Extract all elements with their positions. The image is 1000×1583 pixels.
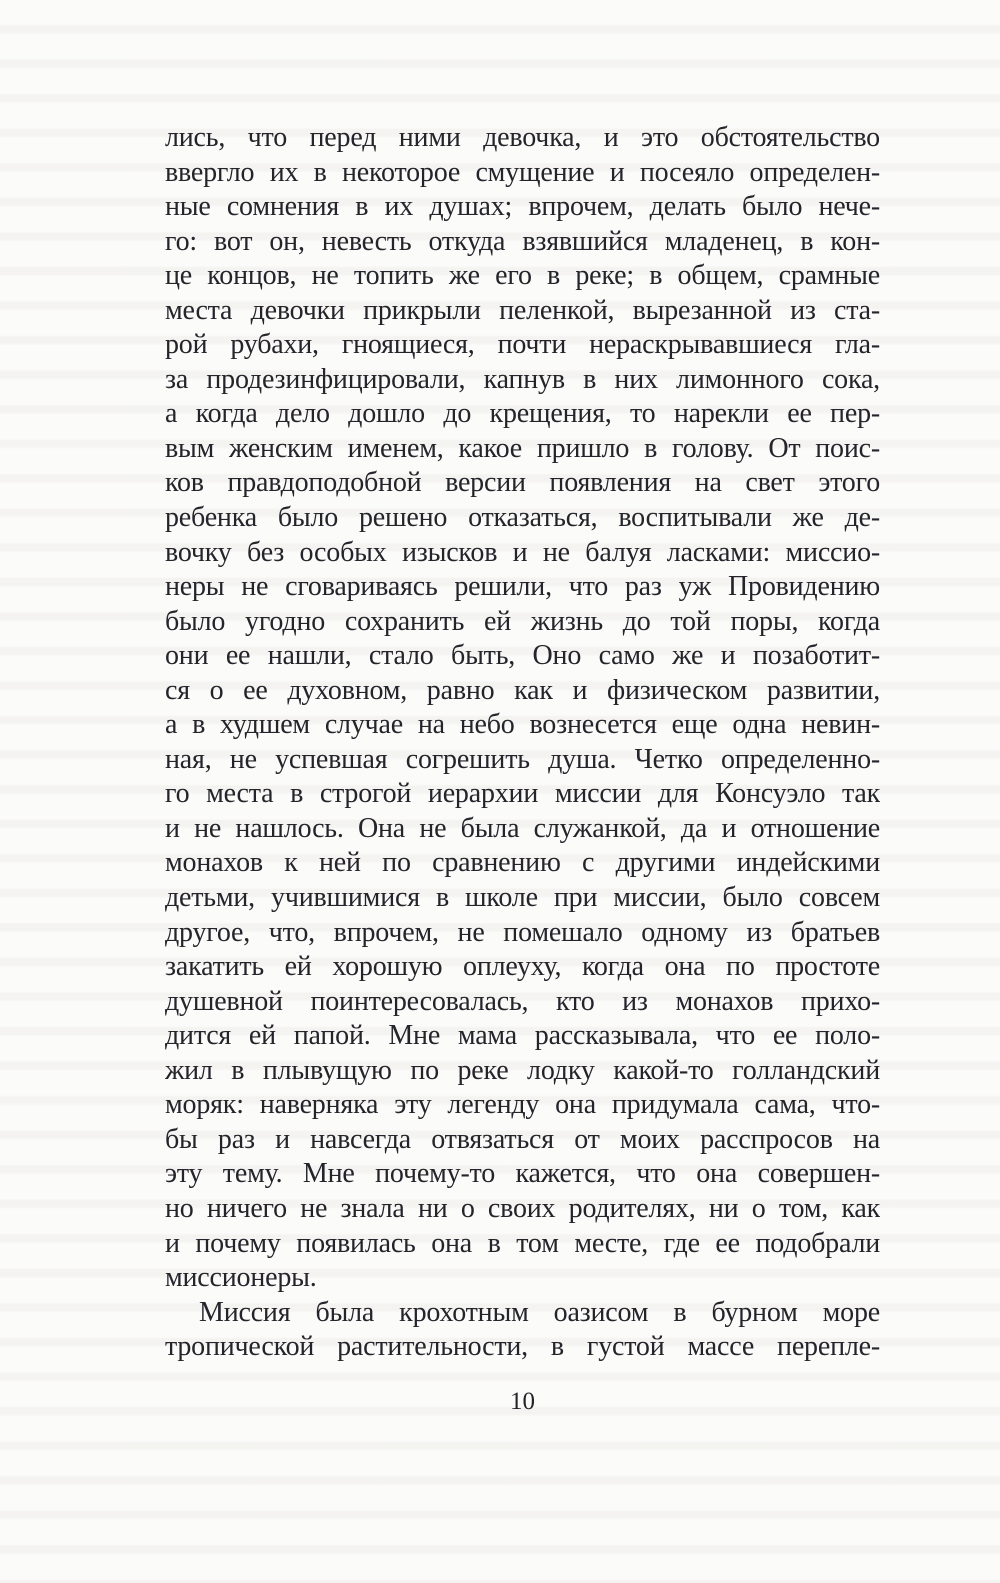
text-line: и не нашлось. Она не была служанкой, да и отношение bbox=[165, 812, 880, 844]
text-line: и почему появилась она в том месте, где ее подобрали bbox=[165, 1227, 880, 1259]
text-line: вым женским именем, какое пришло в голову. От поис- bbox=[165, 432, 880, 464]
text-line: це концов, не топить же его в реке; в общем, срамные bbox=[165, 260, 880, 292]
text-line: места девочки прикрыли пеленкой, вырезанной из ста- bbox=[165, 294, 880, 326]
text-line: монахов к ней по сравнению с другими индейскими bbox=[165, 847, 880, 879]
text-line: лись, что перед ними девочка, и это обстоятельство bbox=[165, 122, 880, 153]
text-line: детьми, учившимися в школе при миссии, было совсем bbox=[165, 882, 880, 914]
text-line: бы раз и навсегда отвязаться от моих расспросов на bbox=[165, 1123, 880, 1155]
text-line: закатить ей хорошую оплеуху, когда она по простоте bbox=[165, 951, 880, 983]
text-line: ная, не успевшая согрешить душа. Четко определенно- bbox=[165, 743, 880, 775]
text-line: дится ей папой. Мне мама рассказывала, что ее поло- bbox=[165, 1020, 880, 1052]
text-line: го места в строгой иерархии миссии для Консуэло так bbox=[165, 778, 880, 810]
text-line: а когда дело дошло до крещения, то нарекли ее пер- bbox=[165, 398, 880, 430]
text-line: ков правдоподобной версии появления на свет этого bbox=[165, 467, 880, 499]
text-line: миссионеры. bbox=[165, 1262, 317, 1294]
text-line: жил в плывущую по реке лодку какой-то голландский bbox=[165, 1054, 880, 1086]
text-line: душевной поинтересовалась, кто из монахов прихо- bbox=[165, 985, 880, 1017]
page-number: 10 bbox=[510, 1388, 535, 1415]
text-line: Миссия была крохотным оазисом в бурном море bbox=[199, 1296, 880, 1328]
text-line: другое, что, впрочем, не помешало одному из братьев bbox=[165, 916, 880, 948]
text-line: ся о ее духовном, равно как и физическом развитии, bbox=[165, 674, 880, 706]
text-line: ввергло их в некоторое смущение и посеяло определен- bbox=[165, 156, 880, 188]
page-text bbox=[165, 121, 880, 1365]
text-line: было угодно сохранить ей жизнь до той поры, когда bbox=[165, 605, 880, 637]
text-line: за продезинфицировали, капнув в них лимонного сока, bbox=[165, 363, 880, 395]
text-line: но ничего не знала ни о своих родителях, ни о том, как bbox=[165, 1192, 880, 1224]
text-line: эту тему. Мне почему-то кажется, что она совершен- bbox=[165, 1158, 880, 1190]
text-line: ные сомнения в их душах; впрочем, делать было нече- bbox=[165, 191, 880, 223]
text-line: а в худшем случае на небо вознесется еще одна невин- bbox=[165, 709, 880, 741]
text-line: ребенка было решено отказаться, воспитывали же де- bbox=[165, 502, 880, 534]
text-line: вочку без особых изысков и не балуя ласками: миссио- bbox=[165, 536, 880, 568]
text-line: тропической растительности, в густой массе перепле- bbox=[165, 1331, 880, 1363]
text-line: они ее нашли, стало быть, Оно само же и позаботит- bbox=[165, 640, 880, 672]
text-line: го: вот он, невесть откуда взявшийся младенец, в кон- bbox=[165, 225, 880, 257]
text-line: рой рубахи, гноящиеся, почти нераскрывавшиеся гла- bbox=[165, 329, 880, 361]
text-line: неры не сговариваясь решили, что раз уж Провидению bbox=[165, 571, 880, 603]
text-line: моряк: наверняка эту легенду она придумала сама, что- bbox=[165, 1089, 880, 1121]
